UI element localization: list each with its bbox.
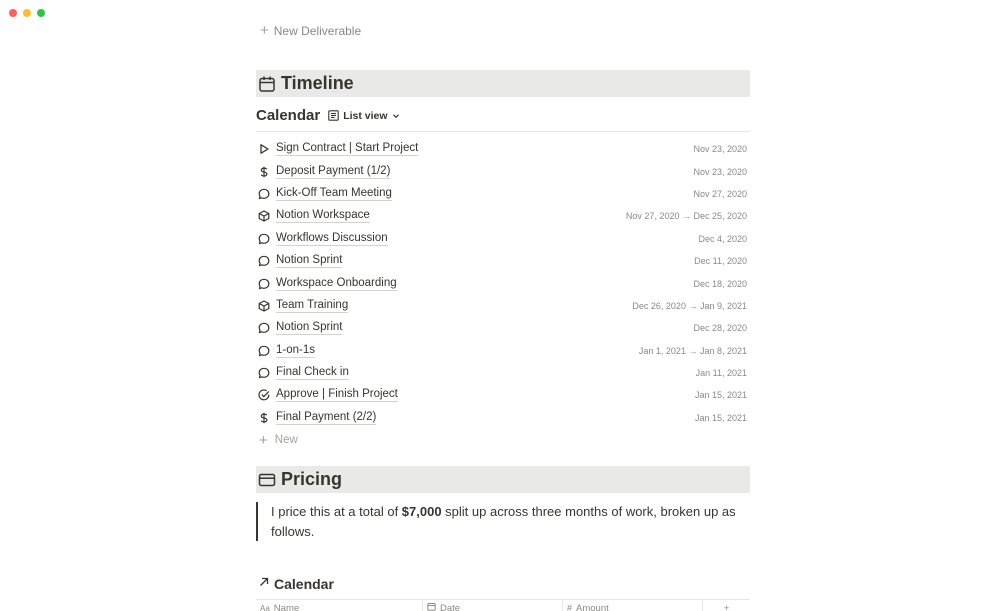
arrow-up-right-icon xyxy=(258,575,270,593)
timeline-row[interactable] xyxy=(256,384,750,406)
calendar-divider xyxy=(256,131,750,132)
timeline-row[interactable] xyxy=(256,183,750,205)
timeline-section-header xyxy=(256,70,750,97)
timeline-item-date: Jan 15, 2021 xyxy=(694,412,747,423)
chat-bubble-icon xyxy=(256,278,276,290)
quote-amount: $7,000 xyxy=(401,504,442,519)
timeline-row[interactable] xyxy=(256,362,750,384)
timeline-item-date: Jan 1, 2021 → Jan 8, 2021 xyxy=(638,345,747,356)
new-deliverable-label: New Deliverable xyxy=(273,23,362,38)
chat-bubble-icon xyxy=(256,233,276,245)
cube-icon xyxy=(256,210,276,222)
timeline-row[interactable] xyxy=(256,138,750,160)
timeline-item-name[interactable]: Sign Contract | Start Project xyxy=(276,142,419,155)
timeline-item-name[interactable]: Team Training xyxy=(276,298,349,311)
timeline-item-date: Dec 28, 2020 xyxy=(693,323,747,334)
timeline-row[interactable] xyxy=(256,407,750,429)
timeline-row[interactable] xyxy=(256,295,750,317)
timeline-item-name[interactable]: Workflows Discussion xyxy=(276,231,388,244)
add-new-item-button[interactable] xyxy=(256,429,750,451)
view-switcher-button[interactable] xyxy=(328,110,399,122)
column-name-label: Name xyxy=(273,602,300,611)
timeline-item-name[interactable]: Approve | Finish Project xyxy=(276,388,398,401)
column-amount-header[interactable] xyxy=(563,600,703,611)
chat-bubble-icon xyxy=(256,345,276,357)
calendar-view-title: Calendar xyxy=(256,107,321,124)
chat-bubble-icon xyxy=(256,255,276,267)
timeline-item-date: Dec 26, 2020 → Jan 9, 2021 xyxy=(632,300,747,311)
pricing-table-header xyxy=(256,599,750,611)
pricing-quote xyxy=(256,502,750,541)
timeline-row[interactable] xyxy=(256,317,750,339)
timeline-item-date: Jan 15, 2021 xyxy=(694,390,747,401)
timeline-item-date: Dec 4, 2020 xyxy=(698,233,747,244)
pricing-title: Pricing xyxy=(281,469,343,489)
view-switcher-label: List view xyxy=(343,109,388,122)
add-new-item-label: New xyxy=(274,434,298,447)
timeline-row[interactable] xyxy=(256,340,750,362)
timeline-row[interactable] xyxy=(256,272,750,294)
cube-icon xyxy=(256,300,276,312)
column-name-header[interactable] xyxy=(256,600,423,611)
calendar-view-header xyxy=(256,107,400,124)
timeline-item-name[interactable]: Kick-Off Team Meeting xyxy=(276,186,392,199)
number-type-icon: # xyxy=(567,603,573,611)
plus-icon: + xyxy=(259,431,268,449)
timeline-item-date: Nov 27, 2020 xyxy=(693,188,747,199)
timeline-row[interactable] xyxy=(256,250,750,272)
maximize-window-button[interactable] xyxy=(37,9,45,17)
add-column-button[interactable] xyxy=(703,600,750,611)
timeline-list xyxy=(256,138,750,451)
timeline-item-date: Dec 11, 2020 xyxy=(694,256,747,267)
dollar-icon xyxy=(256,166,276,178)
timeline-item-name[interactable]: Workspace Onboarding xyxy=(276,276,397,289)
window-controls xyxy=(9,9,45,17)
minimize-window-button[interactable] xyxy=(23,9,31,17)
play-icon xyxy=(256,143,276,155)
add-column-label: + xyxy=(723,602,730,611)
column-date-label: Date xyxy=(440,602,461,611)
plus-icon: + xyxy=(260,22,269,39)
column-amount-label: Amount xyxy=(576,602,609,611)
calendar-small-icon xyxy=(427,602,436,611)
check-circle-icon xyxy=(256,389,276,401)
text-type-icon: Aa xyxy=(260,603,270,611)
timeline-item-name[interactable]: Final Payment (2/2) xyxy=(276,410,377,423)
column-date-header[interactable] xyxy=(423,600,563,611)
timeline-item-date: Nov 27, 2020 → Dec 25, 2020 xyxy=(625,211,747,222)
dollar-icon xyxy=(256,412,276,424)
chevron-down-icon xyxy=(392,112,400,120)
timeline-item-date: Nov 23, 2020 xyxy=(693,166,747,177)
timeline-title: Timeline xyxy=(281,73,354,93)
list-view-icon xyxy=(328,110,339,121)
timeline-row[interactable] xyxy=(256,228,750,250)
calendar-icon xyxy=(258,75,276,93)
quote-suffix: split up across three months of work, broken up as follows. xyxy=(271,504,736,539)
chat-bubble-icon xyxy=(256,322,276,334)
timeline-item-name[interactable]: Notion Workspace xyxy=(276,209,370,222)
timeline-item-date: Jan 11, 2021 xyxy=(695,368,747,379)
timeline-row[interactable] xyxy=(256,205,750,227)
chat-bubble-icon xyxy=(256,188,276,200)
quote-prefix: I price this at a total of xyxy=(271,504,402,519)
timeline-item-name[interactable]: 1-on-1s xyxy=(276,343,315,356)
new-deliverable-button[interactable] xyxy=(260,23,361,38)
pricing-section-header xyxy=(256,466,750,493)
timeline-item-date: Nov 23, 2020 xyxy=(693,144,747,155)
timeline-item-name[interactable]: Notion Sprint xyxy=(276,321,343,334)
timeline-item-name[interactable]: Final Check in xyxy=(276,366,349,379)
close-window-button[interactable] xyxy=(9,9,17,17)
timeline-item-name[interactable]: Notion Sprint xyxy=(276,254,343,267)
timeline-row[interactable] xyxy=(256,160,750,182)
chat-bubble-icon xyxy=(256,367,276,379)
credit-card-icon xyxy=(258,471,276,489)
linked-calendar-title: Calendar xyxy=(274,576,334,592)
linked-calendar-header[interactable] xyxy=(258,575,334,593)
timeline-item-name[interactable]: Deposit Payment (1/2) xyxy=(276,164,391,177)
timeline-item-date: Dec 18, 2020 xyxy=(693,278,747,289)
